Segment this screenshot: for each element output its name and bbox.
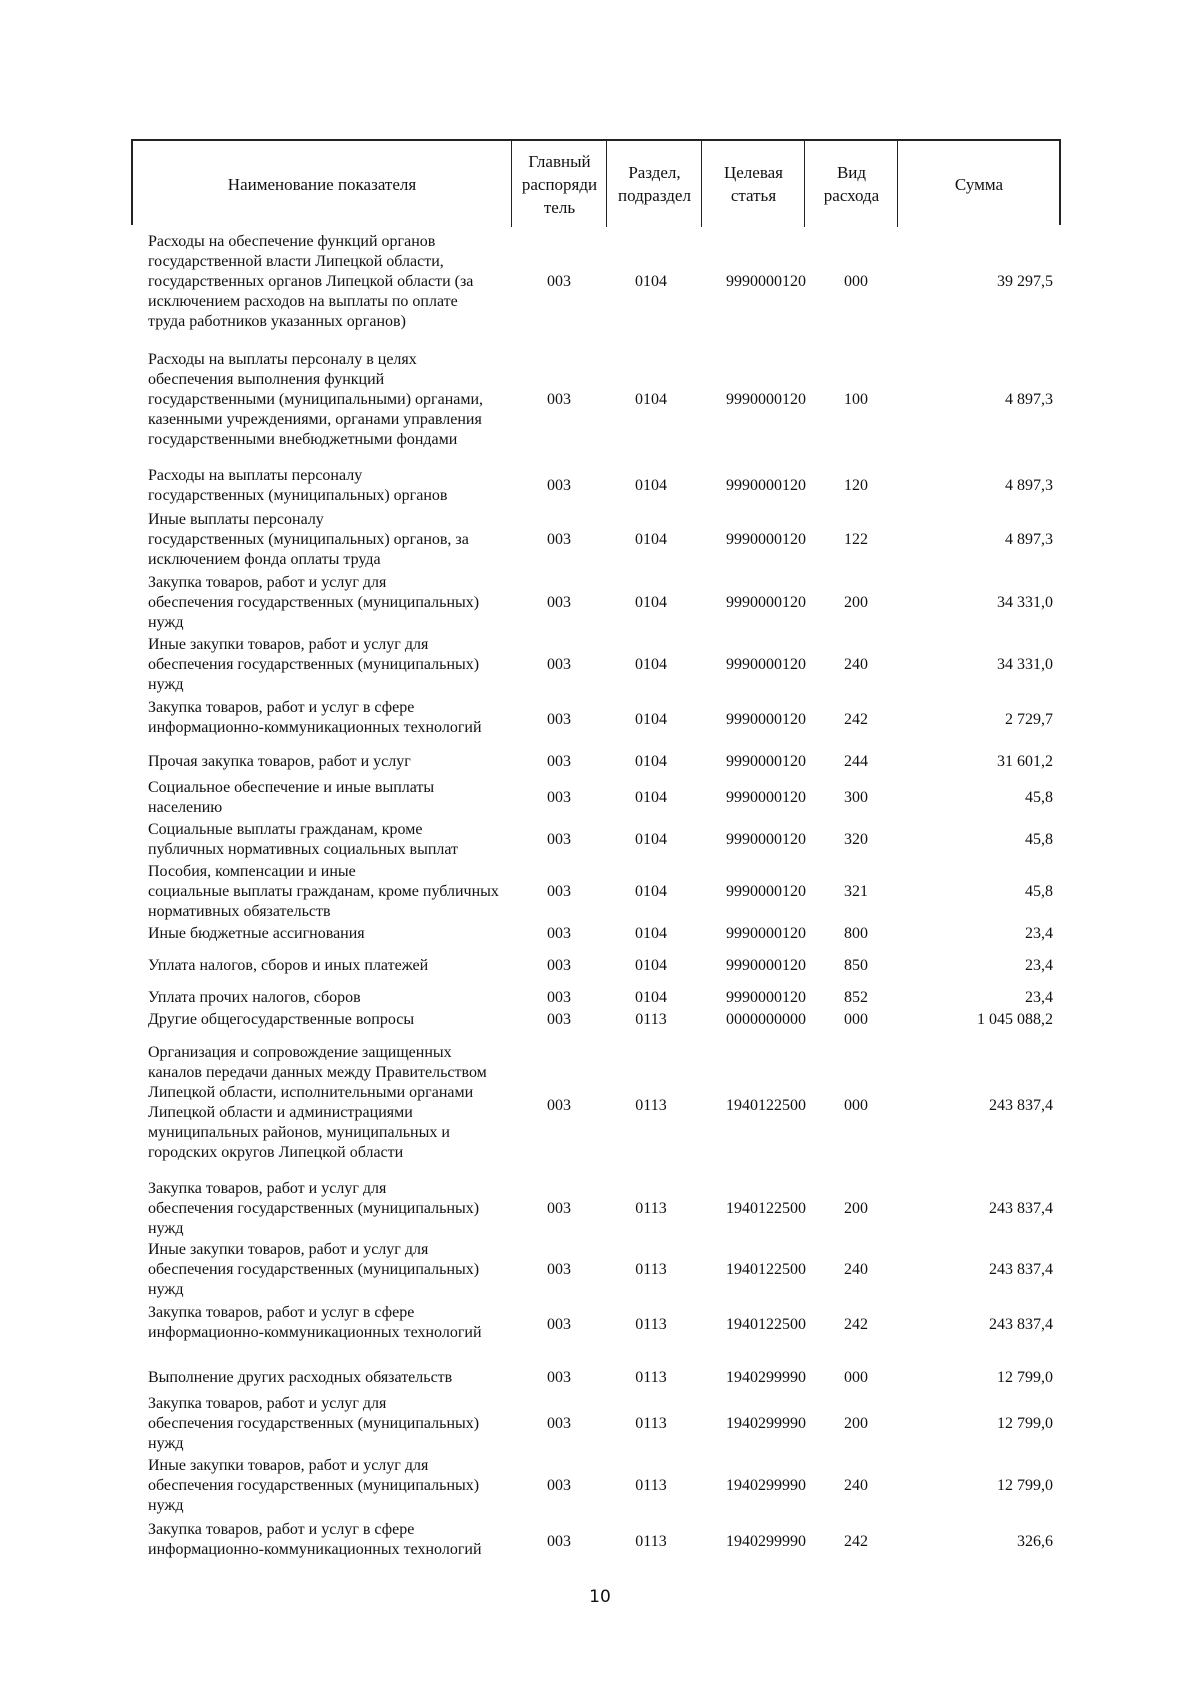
row-razdel: 0104	[635, 531, 667, 548]
table-row	[131, 1240, 1061, 1300]
row-vr: 852	[844, 989, 868, 1006]
row-cst: 9990000120	[726, 925, 806, 942]
row-cst: 9990000120	[726, 656, 806, 673]
row-sum: 1 045 088,2	[977, 1011, 1053, 1028]
table-row	[131, 1043, 1061, 1169]
row-grbs: 003	[547, 831, 571, 848]
row-vr: 000	[844, 1011, 868, 1028]
row-razdel: 0104	[635, 957, 667, 974]
header-name: Наименование показателя	[227, 174, 417, 194]
row-razdel: 0104	[635, 753, 667, 770]
row-name: Иные выплаты персоналу государственных (муниципальных) органов, за исключением фонда оплаты труда	[148, 511, 469, 568]
row-name: Социальное обеспечение и иные выплаты населению	[148, 779, 435, 816]
row-razdel: 0104	[635, 789, 667, 806]
row-sum: 243 837,4	[989, 1261, 1053, 1278]
row-sum: 23,4	[1025, 989, 1053, 1006]
row-name: Социальные выплаты гражданам, кроме публичных нормативных социальных выплат	[148, 821, 459, 858]
row-name: Уплата прочих налогов, сборов	[148, 989, 361, 1006]
row-razdel: 0113	[635, 1369, 667, 1386]
row-grbs: 003	[547, 273, 571, 290]
row-name: Расходы на обеспечение функций органов государственной власти Липецкой области, государственных органов Липецкой области (за исключением расходов на выплаты по оплате труда работников указанных органов)	[148, 233, 474, 330]
row-vr: 850	[844, 957, 868, 974]
row-name: Уплата налогов, сборов и иных платежей	[148, 957, 429, 974]
row-name: Закупка товаров, работ и услуг в сфере информационно-коммуникационных технологий	[148, 1304, 482, 1341]
row-razdel: 0104	[635, 925, 667, 942]
row-grbs: 003	[547, 1316, 571, 1333]
row-razdel: 0113	[635, 1097, 667, 1114]
row-sum: 12 799,0	[997, 1415, 1053, 1432]
row-cst: 9990000120	[726, 531, 806, 548]
table-row	[131, 956, 1061, 976]
row-razdel: 0113	[635, 1200, 667, 1217]
row-sum: 12 799,0	[997, 1477, 1053, 1494]
row-grbs: 003	[547, 477, 571, 494]
row-vr: 321	[844, 883, 868, 900]
row-name: Иные закупки товаров, работ и услуг для обеспечения государственных (муниципальных) нужд	[148, 636, 480, 693]
table-row	[131, 573, 1061, 633]
table-row	[131, 350, 1061, 450]
row-name: Закупка товаров, работ и услуг для обеспечения государственных (муниципальных) нужд	[148, 1395, 480, 1452]
table-row	[131, 862, 1061, 922]
row-grbs: 003	[547, 1415, 571, 1432]
row-sum: 45,8	[1025, 883, 1053, 900]
row-vr: 200	[844, 1200, 868, 1217]
row-razdel: 0104	[635, 477, 667, 494]
row-vr: 000	[844, 1369, 868, 1386]
row-cst: 1940122500	[726, 1200, 806, 1217]
row-grbs: 003	[547, 753, 571, 770]
row-grbs: 003	[547, 531, 571, 548]
row-cst: 1940299990	[726, 1477, 806, 1494]
row-name: Прочая закупка товаров, работ и услуг	[148, 753, 411, 770]
row-razdel: 0113	[635, 1415, 667, 1432]
row-sum: 4 897,3	[1005, 391, 1053, 408]
row-name: Расходы на выплаты персоналу государственных (муниципальных) органов	[148, 467, 448, 504]
row-vr: 240	[844, 1261, 868, 1278]
row-name: Другие общегосударственные вопросы	[148, 1011, 415, 1028]
row-razdel: 0104	[635, 594, 667, 611]
row-vr: 000	[844, 1097, 868, 1114]
row-vr: 800	[844, 925, 868, 942]
row-razdel: 0104	[635, 391, 667, 408]
table-row	[131, 752, 1061, 772]
row-grbs: 003	[547, 1369, 571, 1386]
row-name: Закупка товаров, работ и услуг для обеспечения государственных (муниципальных) нужд	[148, 574, 480, 631]
row-vr: 320	[844, 831, 868, 848]
row-razdel: 0104	[635, 656, 667, 673]
row-sum: 34 331,0	[997, 594, 1053, 611]
row-grbs: 003	[547, 711, 571, 728]
row-grbs: 003	[547, 925, 571, 942]
row-grbs: 003	[547, 989, 571, 1006]
table-row	[131, 1456, 1061, 1516]
table-row	[131, 510, 1061, 570]
row-sum: 2 729,7	[1005, 711, 1053, 728]
table-row	[131, 466, 1061, 506]
row-sum: 31 601,2	[997, 753, 1053, 770]
row-cst: 9990000120	[726, 594, 806, 611]
table-row	[131, 820, 1061, 860]
row-cst: 9990000120	[726, 883, 806, 900]
row-name: Пособия, компенсации и иные социальные выплаты гражданам, кроме публичных нормативных обязательств	[148, 863, 499, 920]
row-sum: 39 297,5	[997, 273, 1053, 290]
row-razdel: 0113	[635, 1477, 667, 1494]
row-razdel: 0104	[635, 711, 667, 728]
row-name: Иные закупки товаров, работ и услуг для обеспечения государственных (муниципальных) нужд	[148, 1457, 480, 1514]
row-name: Иные закупки товаров, работ и услуг для обеспечения государственных (муниципальных) нужд	[148, 1241, 480, 1298]
row-cst: 9990000120	[726, 957, 806, 974]
row-grbs: 003	[547, 1261, 571, 1278]
row-vr: 100	[844, 391, 868, 408]
row-vr: 300	[844, 789, 868, 806]
row-sum: 45,8	[1025, 831, 1053, 848]
row-grbs: 003	[547, 656, 571, 673]
row-sum: 4 897,3	[1005, 531, 1053, 548]
row-vr: 200	[844, 1415, 868, 1432]
row-name: Закупка товаров, работ и услуг для обеспечения государственных (муниципальных) нужд	[148, 1180, 480, 1237]
row-razdel: 0113	[635, 1316, 667, 1333]
table-row	[131, 1368, 1061, 1388]
row-grbs: 003	[547, 789, 571, 806]
row-grbs: 003	[547, 391, 571, 408]
row-grbs: 003	[547, 594, 571, 611]
row-vr: 242	[844, 1316, 868, 1333]
row-razdel: 0113	[635, 1011, 667, 1028]
header-cst: Целевая статья	[701, 141, 805, 227]
row-grbs: 003	[547, 1533, 571, 1550]
row-razdel: 0113	[635, 1261, 667, 1278]
row-vr: 240	[844, 1477, 868, 1494]
row-cst: 9990000120	[726, 789, 806, 806]
row-cst: 9990000120	[726, 711, 806, 728]
row-razdel: 0113	[635, 1533, 667, 1550]
row-cst: 1940299990	[726, 1415, 806, 1432]
row-name: Расходы на выплаты персоналу в целях обеспечения выполнения функций государственными (муниципальными) органами, казенными учреждениями, органами управления государственными внебюджетными фондами	[148, 351, 484, 448]
row-vr: 242	[844, 1533, 868, 1550]
row-cst: 1940122500	[726, 1316, 806, 1333]
row-name: Организация и сопровождение защищенных каналов передачи данных между Правительством Липецкой области, исполнительными органами Липецкой области и администрациями муниципальных районов, муниципальных и городских округов Липецкой области	[148, 1044, 487, 1161]
row-cst: 9990000120	[726, 273, 806, 290]
row-cst: 1940299990	[726, 1369, 806, 1386]
table-row	[131, 988, 1061, 1008]
row-sum: 243 837,4	[989, 1316, 1053, 1333]
header-grbs: Главный распоряди тель	[511, 141, 607, 227]
table-row	[131, 232, 1061, 332]
header-razdel: Раздел, подраздел	[606, 141, 702, 227]
row-razdel: 0104	[635, 989, 667, 1006]
row-cst: 1940122500	[726, 1097, 806, 1114]
row-grbs: 003	[547, 957, 571, 974]
row-grbs: 003	[547, 1097, 571, 1114]
table-row	[131, 1179, 1061, 1239]
table-row	[131, 924, 1061, 944]
row-cst: 1940122500	[726, 1261, 806, 1278]
row-sum: 243 837,4	[989, 1200, 1053, 1217]
row-sum: 45,8	[1025, 789, 1053, 806]
row-sum: 326,6	[1017, 1533, 1053, 1550]
row-cst: 9990000120	[726, 989, 806, 1006]
row-vr: 120	[844, 477, 868, 494]
row-vr: 240	[844, 656, 868, 673]
row-cst: 9990000120	[726, 477, 806, 494]
table-header	[131, 139, 1061, 225]
row-vr: 200	[844, 594, 868, 611]
table-row	[131, 1520, 1061, 1564]
row-cst: 9990000120	[726, 831, 806, 848]
row-sum: 34 331,0	[997, 656, 1053, 673]
row-grbs: 003	[547, 1011, 571, 1028]
row-vr: 000	[844, 273, 868, 290]
row-sum: 243 837,4	[989, 1097, 1053, 1114]
table-row	[131, 1010, 1061, 1030]
row-grbs: 003	[547, 883, 571, 900]
row-grbs: 003	[547, 1477, 571, 1494]
row-name: Выполнение других расходных обязательств	[148, 1369, 453, 1386]
header-vr: Вид расхода	[804, 141, 898, 227]
row-sum: 4 897,3	[1005, 477, 1053, 494]
row-grbs: 003	[547, 1200, 571, 1217]
table-row	[131, 698, 1061, 742]
row-sum: 23,4	[1025, 957, 1053, 974]
row-name: Закупка товаров, работ и услуг в сфере информационно-коммуникационных технологий	[148, 1521, 482, 1558]
row-razdel: 0104	[635, 831, 667, 848]
row-cst: 1940299990	[726, 1533, 806, 1550]
row-name: Закупка товаров, работ и услуг в сфере информационно-коммуникационных технологий	[148, 699, 482, 736]
header-sum: Сумма	[897, 141, 1060, 227]
row-vr: 122	[844, 531, 868, 548]
page-number: 10	[589, 1587, 611, 1607]
table-row	[131, 778, 1061, 818]
row-sum: 12 799,0	[997, 1369, 1053, 1386]
table-row	[131, 1303, 1061, 1347]
row-razdel: 0104	[635, 273, 667, 290]
table-row	[131, 635, 1061, 695]
row-name: Иные бюджетные ассигнования	[148, 925, 365, 942]
row-cst: 9990000120	[726, 753, 806, 770]
row-cst: 0000000000	[726, 1011, 806, 1028]
row-vr: 242	[844, 711, 868, 728]
table-row	[131, 1394, 1061, 1454]
row-sum: 23,4	[1025, 925, 1053, 942]
row-vr: 244	[844, 753, 868, 770]
row-razdel: 0104	[635, 883, 667, 900]
row-cst: 9990000120	[726, 391, 806, 408]
